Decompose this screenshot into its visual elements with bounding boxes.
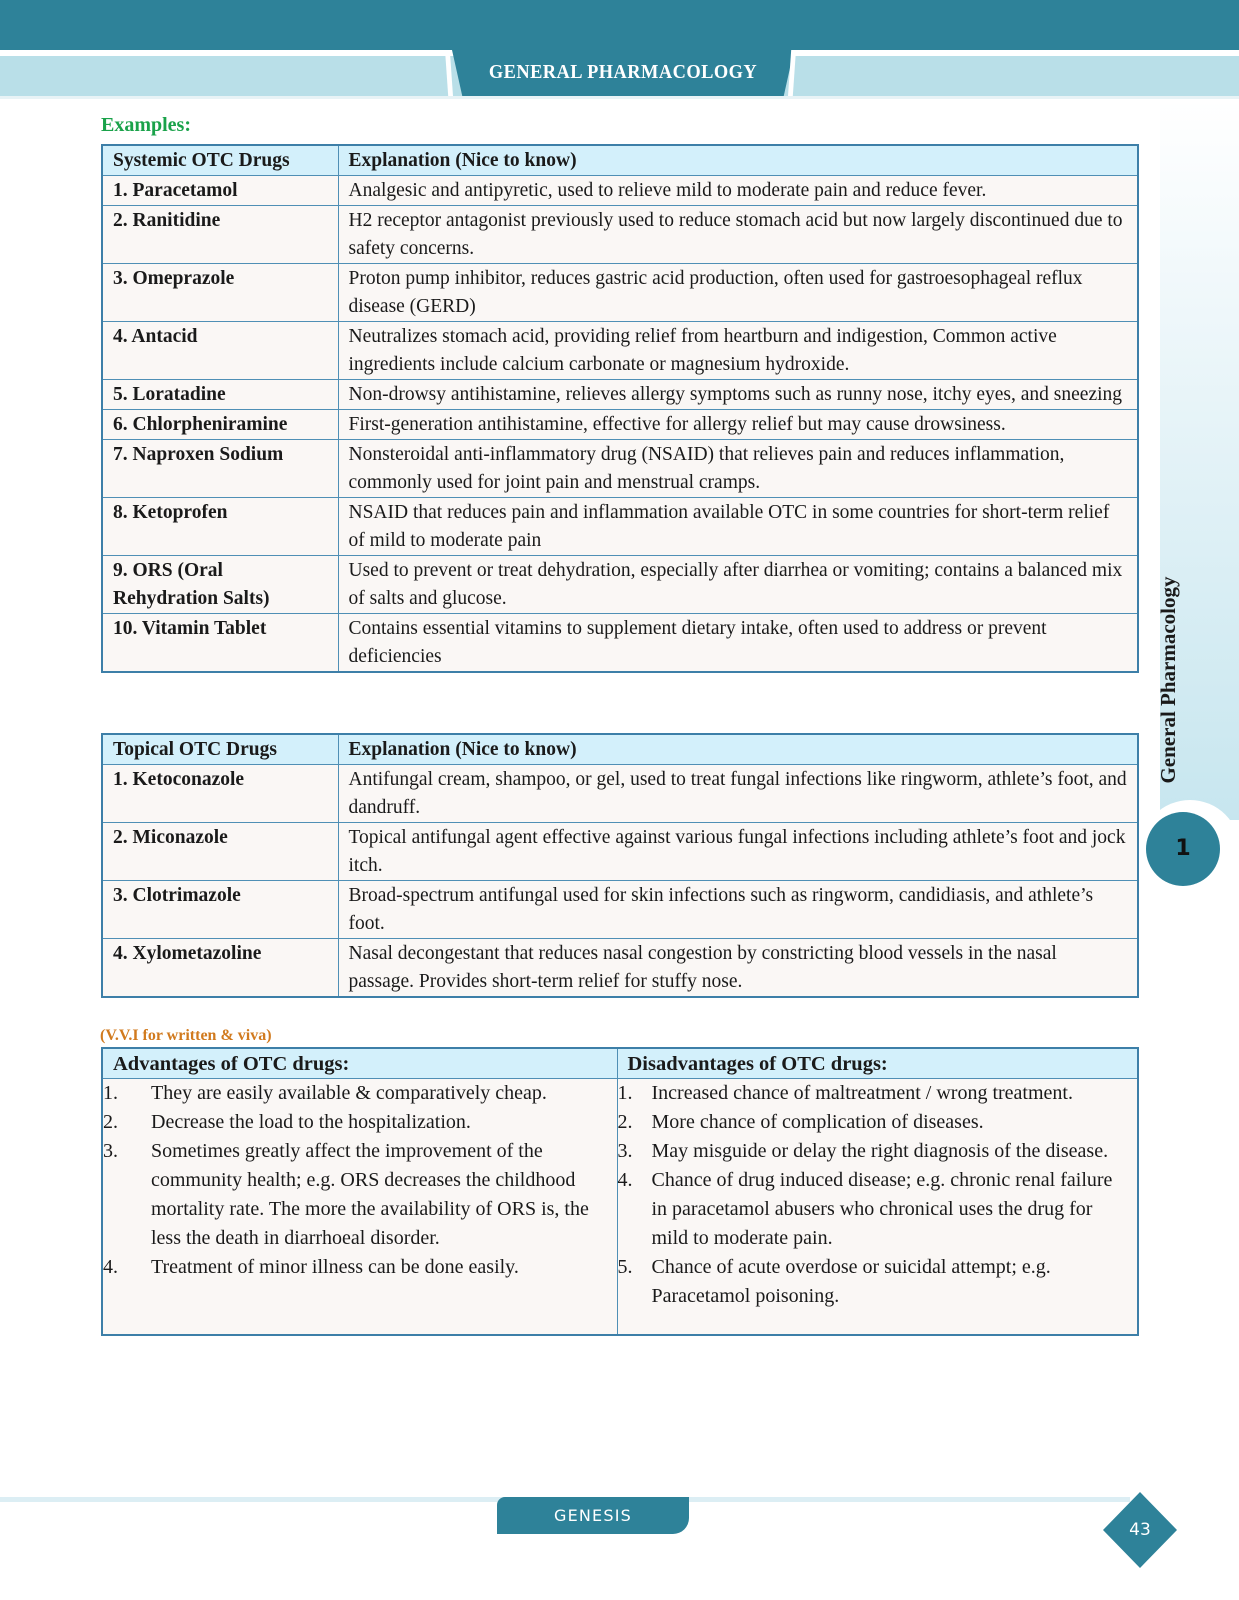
drug-explanation: Non-drowsy antihistamine, relieves allergy symptoms such as runny nose, itchy eyes, and sneezing	[338, 380, 1138, 410]
drug-explanation: Nasal decongestant that reduces nasal congestion by constricting blood vessels in the nasal passage. Provides short-term relief for stuffy nose.	[338, 939, 1138, 998]
drug-name: 10. Vitamin Tablet	[102, 614, 338, 673]
header-banner	[0, 0, 1239, 50]
list-item	[618, 1253, 1132, 1311]
page-number: 43	[1129, 1520, 1151, 1540]
list-item	[618, 1108, 1132, 1137]
table-row	[102, 765, 1138, 823]
drug-explanation: First-generation antihistamine, effective for allergy relief but may cause drowsiness.	[338, 410, 1138, 440]
table-row	[102, 823, 1138, 881]
table-row	[102, 556, 1138, 614]
topical-otc-table	[101, 733, 1139, 998]
item-text: Treatment of minor illness can be done easily.	[151, 1256, 519, 1278]
item-number: 4.	[617, 1169, 633, 1191]
drug-name: 3. Clotrimazole	[102, 881, 338, 939]
drug-explanation: Neutralizes stomach acid, providing relief from heartburn and indigestion, Common active ingredients include calcium carbonate or magnesium hydroxide.	[338, 322, 1138, 380]
drug-explanation: Nonsteroidal anti-inflammatory drug (NSAID) that relieves pain and reduces inflammation, commonly used for joint pain and menstrual cramps.	[338, 440, 1138, 498]
item-number: 1.	[617, 1082, 633, 1104]
drug-explanation: NSAID that reduces pain and inflammation available OTC in some countries for short-term relief of mild to moderate pain	[338, 498, 1138, 556]
header-bottom-line	[0, 96, 1239, 99]
table-header-row	[102, 734, 1138, 765]
item-text: Decrease the load to the hospitalization.	[151, 1111, 471, 1133]
item-text: May misguide or delay the right diagnosis of the disease.	[651, 1140, 1109, 1162]
list-item	[103, 1079, 611, 1108]
column-header-drug: Systemic OTC Drugs	[102, 145, 338, 176]
drug-explanation: Broad-spectrum antifungal used for skin infections such as ringworm, candidiasis, and athlete’s foot.	[338, 881, 1138, 939]
vvi-note: (V.V.I for written & viva)	[100, 1027, 272, 1044]
examples-heading: Examples:	[101, 114, 191, 136]
table-row	[102, 264, 1138, 322]
list-item	[103, 1137, 611, 1253]
drug-name: 6. Chlorpheniramine	[102, 410, 338, 440]
advantages-list	[103, 1079, 611, 1282]
systemic-otc-table	[101, 144, 1139, 673]
item-text: More chance of complication of diseases.	[651, 1111, 984, 1133]
drug-explanation: Contains essential vitamins to supplement dietary intake, often used to address or prevent deficiencies	[338, 614, 1138, 673]
list-item	[618, 1166, 1132, 1253]
drug-explanation: Topical antifungal agent effective against various fungal infections including athlete’s foot and jock itch.	[338, 823, 1138, 881]
column-header-explanation: Explanation (Nice to know)	[338, 145, 1138, 176]
item-number: 3.	[103, 1140, 118, 1162]
drug-name: 9. ORS (Oral Rehydration Salts)	[102, 556, 338, 614]
item-number: 2.	[103, 1111, 118, 1133]
list-item	[103, 1108, 611, 1137]
table-row	[102, 322, 1138, 380]
table-row	[102, 881, 1138, 939]
table-row	[102, 498, 1138, 556]
list-item	[618, 1137, 1132, 1166]
advantages-disadvantages-table	[101, 1047, 1139, 1336]
table-header-row	[102, 145, 1138, 176]
drug-name: 2. Ranitidine	[102, 206, 338, 264]
table-row	[102, 380, 1138, 410]
drug-name: 3. Omeprazole	[102, 264, 338, 322]
table-row	[102, 1079, 1138, 1335]
disadvantages-heading: Disadvantages of OTC drugs:	[617, 1048, 1138, 1079]
drug-name: 1. Ketoconazole	[102, 765, 338, 823]
advantages-list-cell	[102, 1079, 617, 1335]
advantages-heading: Advantages of OTC drugs:	[102, 1048, 617, 1079]
column-header-drug: Topical OTC Drugs	[102, 734, 338, 765]
item-number: 4.	[103, 1256, 118, 1278]
item-text: Chance of acute overdose or suicidal attempt; e.g. Paracetamol poisoning.	[651, 1256, 1051, 1307]
table-row	[102, 206, 1138, 264]
item-text: Increased chance of maltreatment / wrong treatment.	[651, 1082, 1073, 1104]
item-text: Sometimes greatly affect the improvement of the community health; e.g. ORS decreases the childhood mortality rate. The more the availability of ORS is, the less the death in diarrhoeal disorder.	[151, 1140, 589, 1249]
drug-name: 5. Loratadine	[102, 380, 338, 410]
column-header-explanation: Explanation (Nice to know)	[338, 734, 1138, 765]
drug-explanation: H2 receptor antagonist previously used to reduce stomach acid but now largely discontinued due to safety concerns.	[338, 206, 1138, 264]
list-item	[103, 1253, 611, 1282]
drug-name: 1. Paracetamol	[102, 176, 338, 206]
table-row	[102, 614, 1138, 673]
table-row	[102, 176, 1138, 206]
table-row	[102, 440, 1138, 498]
item-number: 5.	[617, 1256, 633, 1278]
item-text: Chance of drug induced disease; e.g. chronic renal failure in paracetamol abusers who chronical uses the drug for mild to moderate pain.	[651, 1169, 1113, 1249]
chapter-side-label: General Pharmacology	[1156, 576, 1180, 784]
chapter-number-badge: 1	[1146, 812, 1220, 886]
drug-name: 8. Ketoprofen	[102, 498, 338, 556]
disadvantages-list	[618, 1079, 1132, 1311]
drug-name: 4. Antacid	[102, 322, 338, 380]
drug-name: 7. Naproxen Sodium	[102, 440, 338, 498]
item-number: 3.	[617, 1140, 633, 1162]
footer-brand-badge: GENESIS	[497, 1497, 689, 1534]
item-text: They are easily available & comparatively cheap.	[151, 1082, 547, 1104]
drug-explanation: Proton pump inhibitor, reduces gastric acid production, often used for gastroesophageal reflux disease (GERD)	[338, 264, 1138, 322]
drug-explanation: Analgesic and antipyretic, used to relieve mild to moderate pain and reduce fever.	[338, 176, 1138, 206]
disadvantages-list-cell	[617, 1079, 1138, 1335]
table-row	[102, 939, 1138, 998]
drug-name: 2. Miconazole	[102, 823, 338, 881]
list-item	[618, 1079, 1132, 1108]
drug-name: 4. Xylometazoline	[102, 939, 338, 998]
item-number: 1.	[103, 1082, 118, 1104]
table-row	[102, 410, 1138, 440]
table-header-row	[102, 1048, 1138, 1079]
page-title: GENERAL PHARMACOLOGY	[488, 61, 758, 83]
drug-explanation: Antifungal cream, shampoo, or gel, used to treat fungal infections like ringworm, athlete’s foot, and dandruff.	[338, 765, 1138, 823]
drug-explanation: Used to prevent or treat dehydration, especially after diarrhea or vomiting; contains a balanced mix of salts and glucose.	[338, 556, 1138, 614]
item-number: 2.	[617, 1111, 633, 1133]
